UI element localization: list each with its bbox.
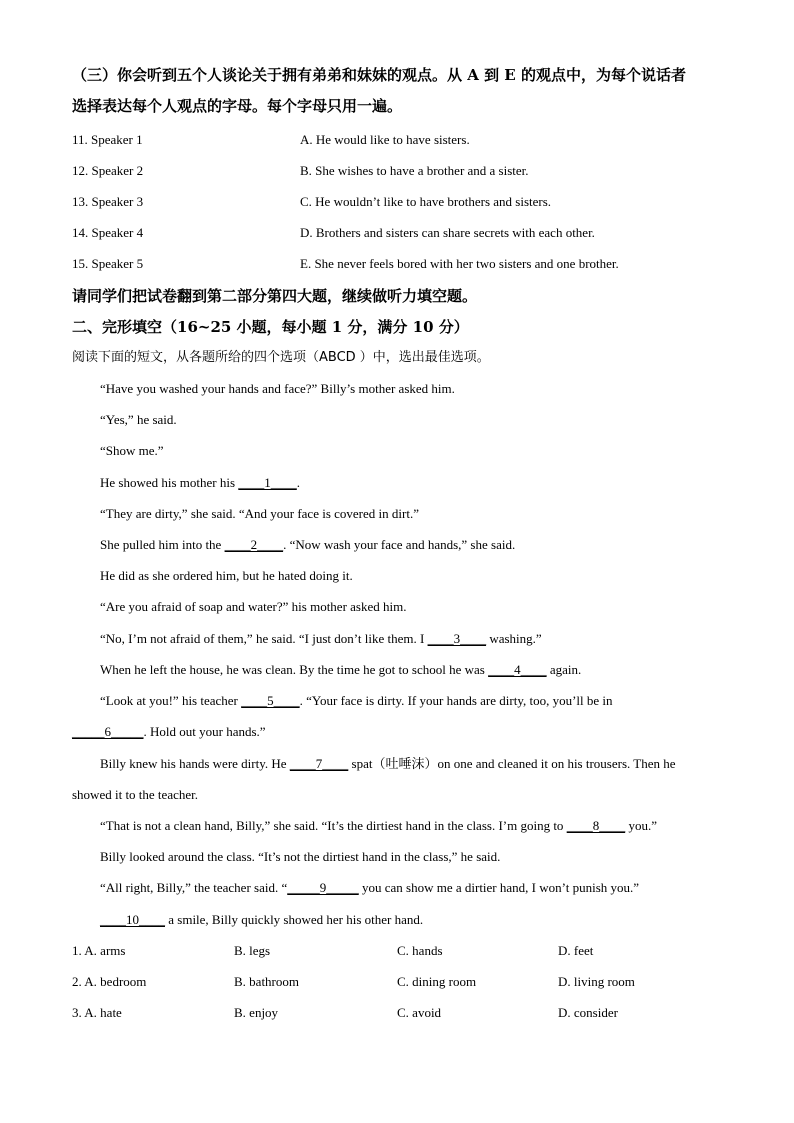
passage-text: a smile, Billy quickly showed her his other hand. [165,912,424,927]
blank-7: ____7____ [289,756,349,771]
matching-row [72,224,595,242]
option-a: 2. A. bedroom [72,974,147,989]
passage-text: . [296,475,301,490]
option-d: D. living room [558,974,635,989]
option-a: 3. A. hate [72,1005,122,1020]
opinion-option: E. She never feels bored with her two sisters and one brother. [300,256,619,271]
blank-10: ____10____ [100,912,165,927]
blank-1: ____1____ [238,475,297,490]
opinion-option: A. He would like to have sisters. [300,132,470,147]
option-c: C. hands [397,943,443,958]
option-b: B. legs [234,943,271,958]
passage-text: “That is not a clean hand, Billy,” she said. “It’s the dirtiest hand in the class. I’m going to [100,818,567,833]
passage-text: . Hold out your hands.” [143,724,266,739]
passage-text: washing.” [486,631,542,646]
passage-text: “No, I’m not afraid of them,” he said. “I just don’t like them. I [100,631,428,646]
blank-4: ____4____ [488,662,547,677]
option-c: C. avoid [397,1005,442,1020]
passage-line: Billy looked around the class. “It’s not the dirtiest hand in the class,” he said. [100,849,501,864]
passage-line [100,879,639,897]
section3-heading-line2: 选择表达每个人观点的字母。每个字母只用一遍。 [72,97,403,115]
passage-line [72,723,266,741]
passage-text: Billy knew his hands were dirty. He [100,756,290,771]
blank-3: ____3____ [427,631,487,646]
passage-line [100,630,542,648]
passage-line: “They are dirty,” she said. “And your face is covered in dirt.” [100,506,419,521]
section2-instruction: 阅读下面的短文，从各题所给的四个选项（ABCD ）中，选出最佳选项。 [72,350,490,365]
option-c: C. dining room [397,974,477,989]
opinion-option: D. Brothers and sisters can share secrets with each other. [300,225,595,240]
section2-title: 二、完形填空（16~25 小题，每小题 1 分，满分 10 分） [72,318,469,336]
speaker-label: 12. Speaker 2 [72,163,144,178]
option-d: D. consider [558,1005,618,1020]
blank-5: ____5____ [241,693,300,708]
matching-row [72,193,552,211]
turn-page-note: 请同学们把试卷翻到第二部分第四大题，继续做听力填空题。 [72,287,478,305]
passage-text: you can show me a dirtier hand, I won’t punish you.” [358,880,640,895]
passage-text: . “Your face is dirty. If your hands are dirty, too, you’ll be in [299,693,613,708]
passage-line: “Have you washed your hands and face?” Billy’s mother asked him. [100,381,455,396]
option-b: B. bathroom [234,974,299,989]
blank-2: ____2____ [224,537,284,552]
option-a: 1. A. arms [72,943,126,958]
passage-text: again. [546,662,582,677]
passage-line: He did as she ordered him, but he hated doing it. [100,568,353,583]
passage-line [100,536,515,554]
passage-text: He showed his mother his [100,475,239,490]
passage-text: spat（吐唾沫）on one and cleaned it on his trousers. Then he [348,756,676,771]
option-b: B. enjoy [234,1005,279,1020]
speaker-label: 15. Speaker 5 [72,256,144,271]
passage-line [100,692,613,710]
passage-text: “All right, Billy,” the teacher said. “ [100,880,288,895]
passage-line [100,755,676,773]
passage-text: She pulled him into the [100,537,225,552]
blank-9: _____9_____ [287,880,359,895]
passage-line [100,661,581,679]
passage-line [100,474,300,492]
passage-line: showed it to the teacher. [72,787,198,802]
speaker-label: 13. Speaker 3 [72,194,144,209]
opinion-option: C. He wouldn’t like to have brothers and sisters. [300,194,552,209]
passage-text: When he left the house, he was clean. By the time he got to school he was [100,662,489,677]
passage-line: “Show me.” [100,443,164,458]
passage-line: “Are you afraid of soap and water?” his mother asked him. [100,599,407,614]
matching-row [72,131,470,149]
passage-line [100,911,423,929]
speaker-label: 11. Speaker 1 [72,132,143,147]
option-d: D. feet [558,943,594,958]
section3-heading-line1: （三）你会听到五个人谈论关于拥有弟弟和妹妹的观点。从 A 到 E 的观点中，为每个说话者 [72,66,686,84]
speaker-label: 14. Speaker 4 [72,225,144,240]
matching-row [72,162,529,180]
opinion-option: B. She wishes to have a brother and a sister. [300,163,529,178]
blank-8: ____8____ [566,818,626,833]
passage-text: you.” [625,818,657,833]
passage-line: “Yes,” he said. [100,412,177,427]
blank-6: _____6_____ [72,724,144,739]
passage-text: . “Now wash your face and hands,” she said. [283,537,516,552]
passage-text: “Look at you!” his teacher [100,693,242,708]
matching-row [72,255,619,273]
passage-line [100,817,657,835]
